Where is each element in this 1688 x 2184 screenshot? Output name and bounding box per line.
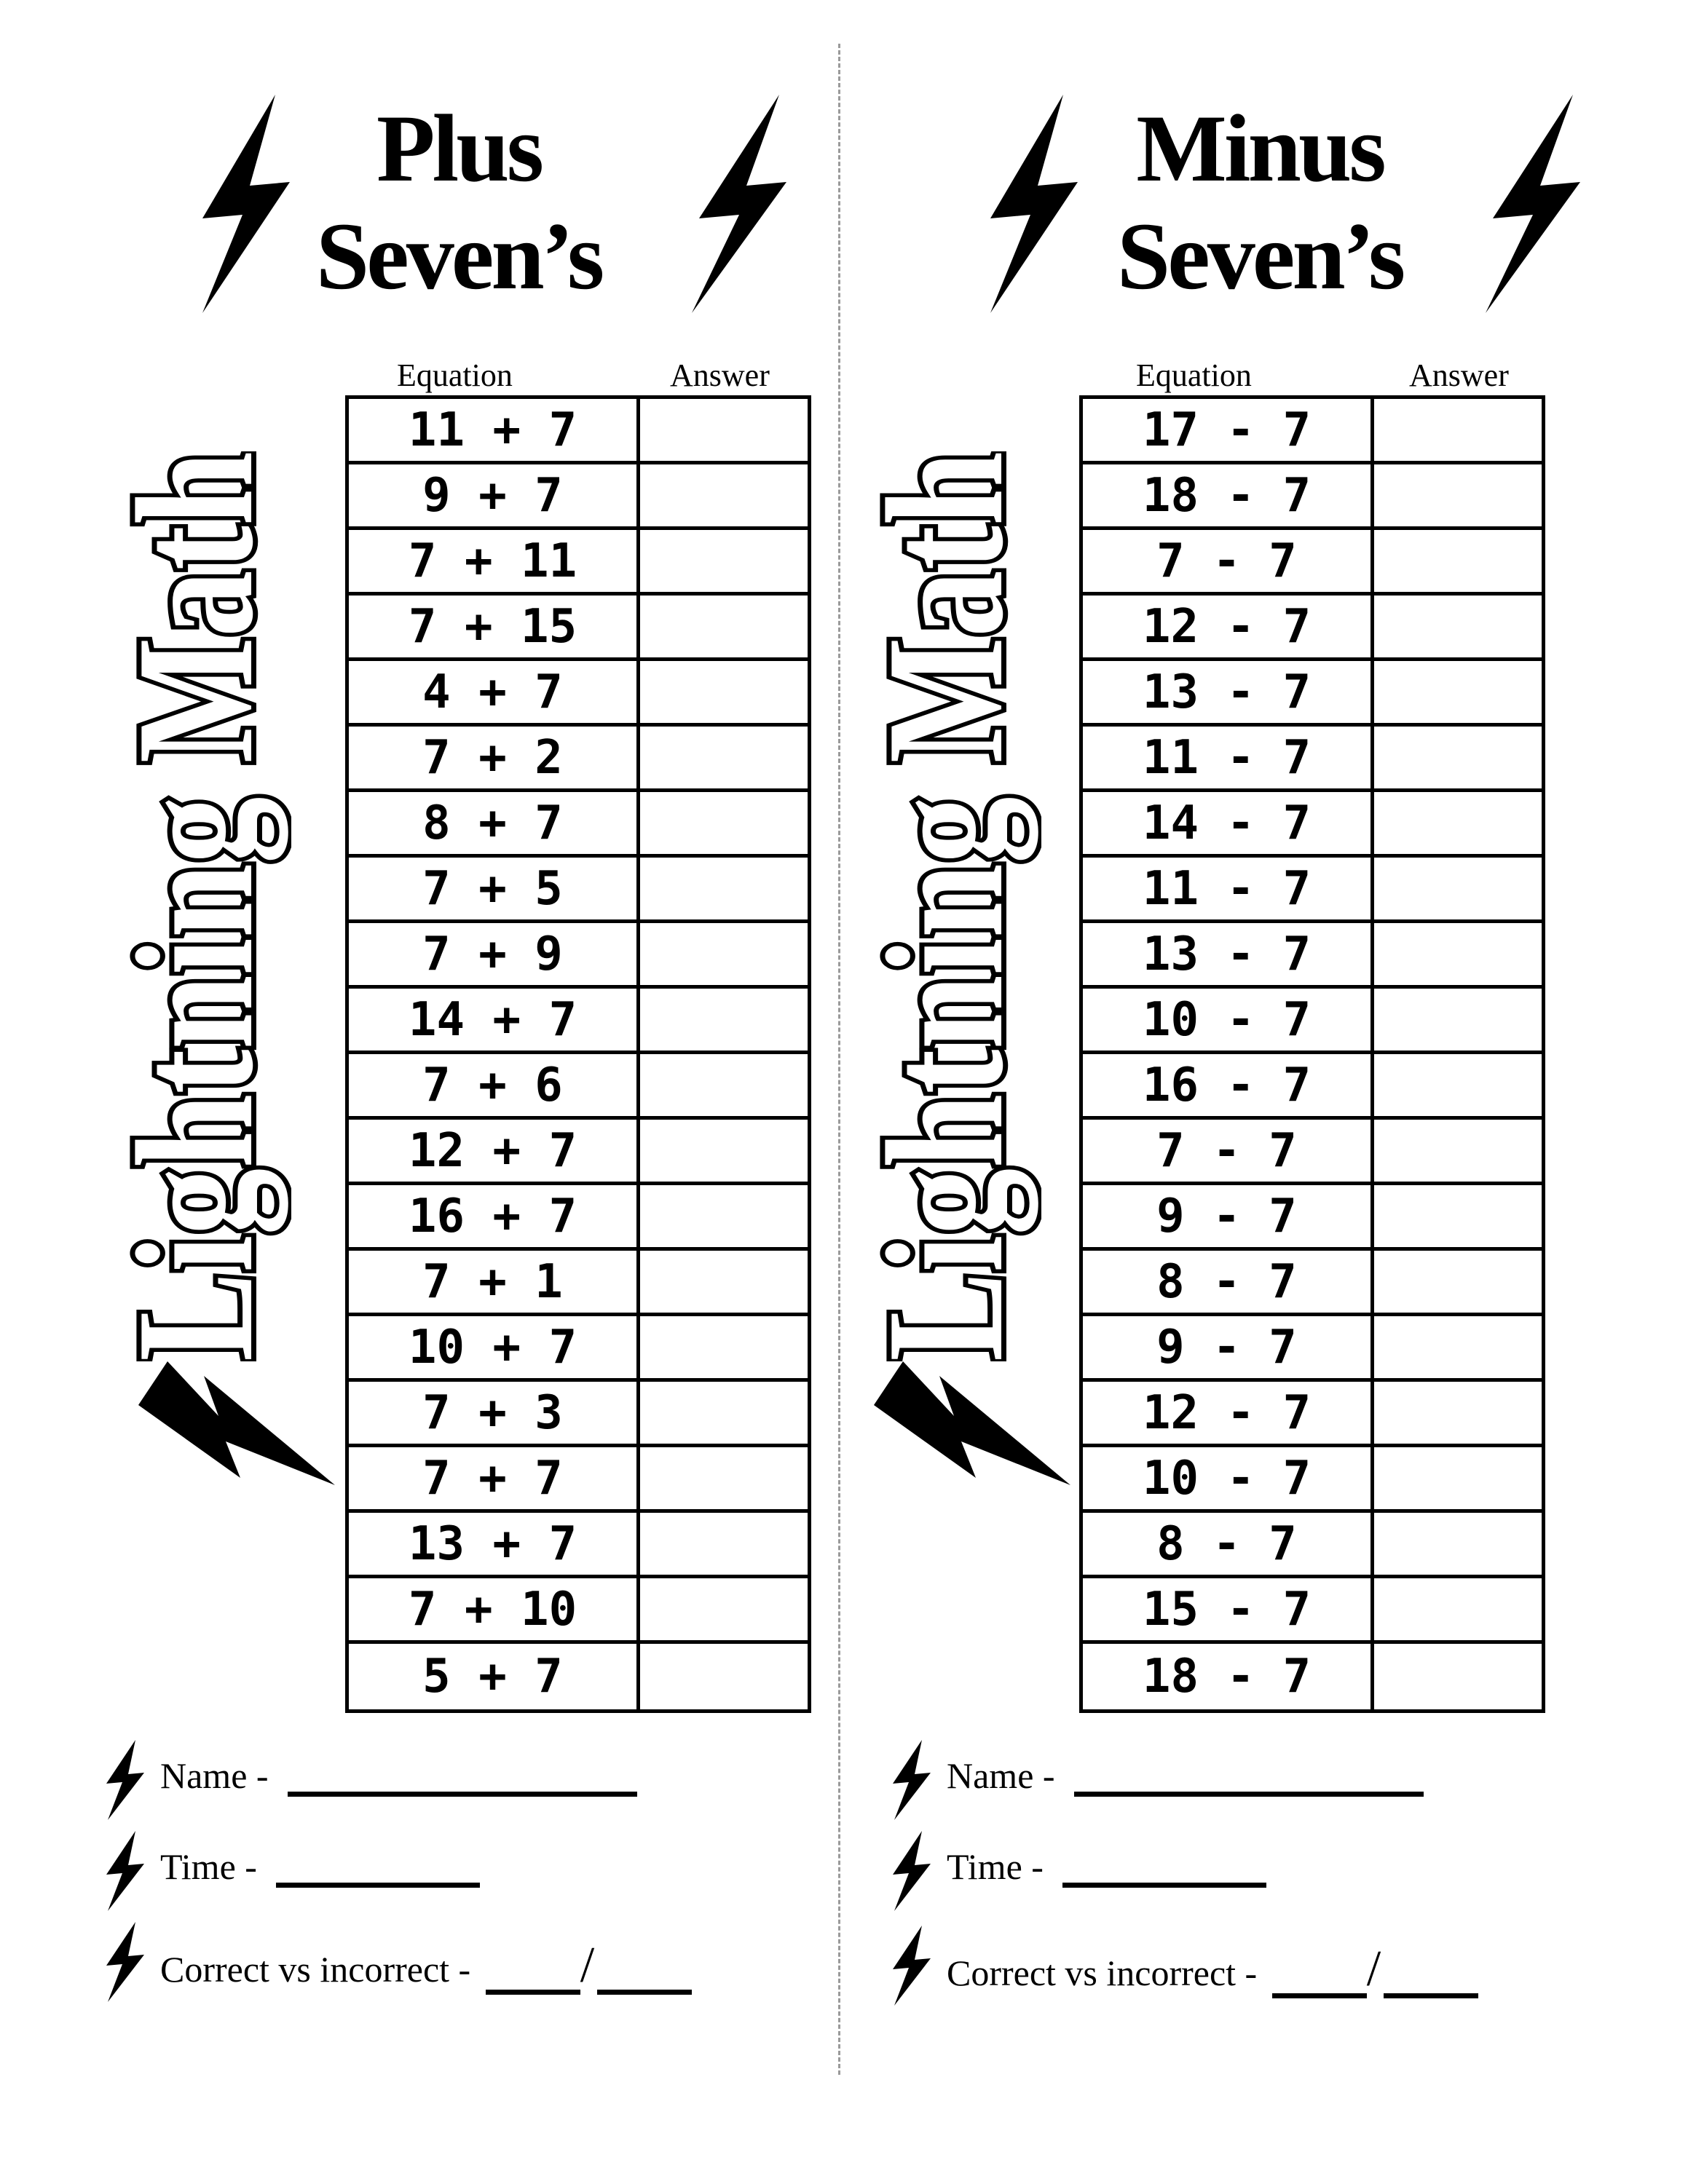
answer-cell[interactable] <box>1374 464 1542 526</box>
name-label: Name - <box>160 1755 269 1796</box>
equation-cell: 9 + 7 <box>349 464 640 526</box>
equation-column-header: Equation <box>397 357 513 393</box>
score-line <box>947 1940 1478 1998</box>
equation-cell: 7 + 6 <box>349 1054 640 1116</box>
equation-cell: 7 + 1 <box>349 1251 640 1313</box>
table-row <box>349 858 808 923</box>
answer-cell[interactable] <box>640 1120 808 1182</box>
table-row <box>1083 727 1542 792</box>
equation-cell: 12 - 7 <box>1083 596 1374 657</box>
answer-cell[interactable] <box>640 1578 808 1640</box>
table-row <box>349 1644 808 1709</box>
lightning-bolt-icon <box>99 1740 150 1820</box>
table-row <box>1083 1513 1542 1578</box>
answer-cell[interactable] <box>640 1251 808 1313</box>
equation-cell: 7 - 7 <box>1083 1120 1374 1182</box>
lightning-bolt-icon <box>976 95 1085 313</box>
time-field[interactable] <box>1062 1883 1266 1888</box>
table-row <box>1083 530 1542 596</box>
equation-cell: 18 - 7 <box>1083 464 1374 526</box>
answer-cell[interactable] <box>640 858 808 919</box>
answer-cell[interactable] <box>1374 727 1542 788</box>
time-line <box>947 1845 1266 1888</box>
table-row <box>1083 858 1542 923</box>
answer-cell[interactable] <box>640 464 808 526</box>
time-field[interactable] <box>276 1883 480 1888</box>
equation-cell: 5 + 7 <box>349 1644 640 1709</box>
table-row <box>1083 464 1542 530</box>
table-row <box>349 1513 808 1578</box>
table-row <box>349 596 808 661</box>
table-row <box>1083 1578 1542 1644</box>
table-row <box>1083 1644 1542 1709</box>
table-row <box>349 530 808 596</box>
equation-cell: 12 - 7 <box>1083 1382 1374 1444</box>
equation-cell: 14 + 7 <box>349 989 640 1051</box>
answer-cell[interactable] <box>1374 1120 1542 1182</box>
equation-cell: 10 - 7 <box>1083 1447 1374 1509</box>
score-slash: / <box>580 1937 595 1993</box>
equation-cell: 16 + 7 <box>349 1185 640 1247</box>
table-row <box>1083 923 1542 989</box>
side-title <box>102 451 291 1361</box>
name-label: Name - <box>947 1755 1055 1796</box>
table-row <box>349 1578 808 1644</box>
table-row <box>349 792 808 858</box>
answer-cell[interactable] <box>640 399 808 461</box>
table-row <box>1083 1185 1542 1251</box>
answer-cell[interactable] <box>640 1054 808 1116</box>
answer-cell[interactable] <box>640 1513 808 1575</box>
page-divider <box>838 44 840 2075</box>
equation-cell: 9 - 7 <box>1083 1185 1374 1247</box>
incorrect-field[interactable] <box>1384 1993 1478 1998</box>
lightning-bolt-icon <box>886 1926 936 2006</box>
table-row <box>349 923 808 989</box>
correct-field[interactable] <box>1272 1993 1367 1998</box>
lightning-bolt-icon <box>138 1361 335 1485</box>
table-row <box>349 661 808 727</box>
equation-cell: 7 + 3 <box>349 1382 640 1444</box>
equation-cell: 11 + 7 <box>349 399 640 461</box>
answer-cell[interactable] <box>1374 792 1542 854</box>
answer-cell[interactable] <box>1374 923 1542 985</box>
equation-table <box>345 395 811 1713</box>
equation-cell: 16 - 7 <box>1083 1054 1374 1116</box>
equation-cell: 8 + 7 <box>349 792 640 854</box>
side-title-text: Lightning Math <box>102 451 288 1361</box>
table-row <box>349 1316 808 1382</box>
equation-cell: 13 - 7 <box>1083 923 1374 985</box>
title-line-2: Seven’s <box>1116 202 1403 309</box>
name-line <box>160 1754 637 1797</box>
minus-sevens-sheet <box>852 0 1688 2184</box>
answer-cell[interactable] <box>640 792 808 854</box>
lightning-bolt-icon <box>99 1922 150 2002</box>
answer-column-header: Answer <box>670 357 770 393</box>
equation-table <box>1079 395 1545 1713</box>
time-label: Time - <box>160 1846 257 1887</box>
equation-cell: 13 + 7 <box>349 1513 640 1575</box>
table-row <box>349 1447 808 1513</box>
equation-cell: 9 - 7 <box>1083 1316 1374 1378</box>
answer-cell[interactable] <box>1374 1054 1542 1116</box>
plus-sevens-sheet <box>0 0 837 2184</box>
answer-cell[interactable] <box>640 1447 808 1509</box>
lightning-bolt-icon <box>886 1740 936 1820</box>
table-row <box>349 464 808 530</box>
equation-cell: 14 - 7 <box>1083 792 1374 854</box>
name-field[interactable] <box>1074 1792 1424 1797</box>
side-title <box>852 451 1041 1361</box>
equation-cell: 4 + 7 <box>349 661 640 723</box>
answer-cell[interactable] <box>1374 858 1542 919</box>
table-row <box>1083 1120 1542 1185</box>
table-row <box>349 1054 808 1120</box>
equation-cell: 10 + 7 <box>349 1316 640 1378</box>
table-row <box>349 727 808 792</box>
name-line <box>947 1754 1424 1797</box>
equation-cell: 11 - 7 <box>1083 727 1374 788</box>
equation-cell: 18 - 7 <box>1083 1644 1374 1709</box>
time-line <box>160 1845 480 1888</box>
side-title-text: Lightning Math <box>852 451 1038 1361</box>
title-line-1: Minus <box>1136 95 1384 202</box>
sheet-title <box>291 95 626 310</box>
equation-cell: 8 - 7 <box>1083 1251 1374 1313</box>
equation-cell: 11 - 7 <box>1083 858 1374 919</box>
equation-cell: 7 + 15 <box>349 596 640 657</box>
table-row <box>1083 1251 1542 1316</box>
answer-cell[interactable] <box>1374 596 1542 657</box>
equation-cell: 8 - 7 <box>1083 1513 1374 1575</box>
answer-cell[interactable] <box>640 1644 808 1709</box>
answer-cell[interactable] <box>1374 1447 1542 1509</box>
lightning-bolt-icon <box>1471 95 1588 313</box>
table-row <box>1083 1447 1542 1513</box>
equation-cell: 7 + 7 <box>349 1447 640 1509</box>
equation-cell: 7 + 10 <box>349 1578 640 1640</box>
name-field[interactable] <box>288 1792 637 1797</box>
score-slash: / <box>1366 1941 1381 1997</box>
sheet-title <box>1092 95 1427 310</box>
answer-cell[interactable] <box>1374 989 1542 1051</box>
table-row <box>349 1120 808 1185</box>
lightning-bolt-icon <box>99 1831 150 1911</box>
table-row <box>1083 989 1542 1054</box>
equation-cell: 7 - 7 <box>1083 530 1374 592</box>
answer-column-header: Answer <box>1409 357 1509 393</box>
equation-cell: 15 - 7 <box>1083 1578 1374 1640</box>
answer-cell[interactable] <box>1374 1644 1542 1709</box>
table-row <box>349 1382 808 1447</box>
table-row <box>1083 661 1542 727</box>
answer-cell[interactable] <box>640 1382 808 1444</box>
table-row <box>1083 399 1542 464</box>
answer-cell[interactable] <box>1374 530 1542 592</box>
answer-cell[interactable] <box>1374 1251 1542 1313</box>
equation-cell: 12 + 7 <box>349 1120 640 1182</box>
table-row <box>349 989 808 1054</box>
answer-cell[interactable] <box>1374 399 1542 461</box>
equation-cell: 17 - 7 <box>1083 399 1374 461</box>
correct-label: Correct vs incorrect - <box>947 1952 1258 1993</box>
incorrect-field[interactable] <box>597 1990 692 1995</box>
equation-cell: 7 + 5 <box>349 858 640 919</box>
lightning-bolt-icon <box>886 1831 936 1911</box>
time-label: Time - <box>947 1846 1044 1887</box>
table-row <box>349 1185 808 1251</box>
title-line-1: Plus <box>376 95 542 202</box>
table-row <box>1083 1382 1542 1447</box>
correct-field[interactable] <box>486 1990 580 1995</box>
table-row <box>1083 792 1542 858</box>
title-line-2: Seven’s <box>315 202 602 309</box>
table-row <box>1083 596 1542 661</box>
answer-cell[interactable] <box>1374 1316 1542 1378</box>
answer-cell[interactable] <box>1374 1382 1542 1444</box>
equation-cell: 13 - 7 <box>1083 661 1374 723</box>
answer-cell[interactable] <box>640 661 808 723</box>
answer-cell[interactable] <box>640 1316 808 1378</box>
lightning-bolt-icon <box>874 1361 1070 1485</box>
answer-cell[interactable] <box>640 727 808 788</box>
equation-cell: 7 + 9 <box>349 923 640 985</box>
equation-cell: 7 + 11 <box>349 530 640 592</box>
table-row <box>349 1251 808 1316</box>
answer-cell[interactable] <box>640 1185 808 1247</box>
answer-cell[interactable] <box>640 923 808 985</box>
answer-cell[interactable] <box>640 530 808 592</box>
lightning-bolt-icon <box>677 95 794 313</box>
answer-cell[interactable] <box>1374 1513 1542 1575</box>
equation-cell: 10 - 7 <box>1083 989 1374 1051</box>
score-line <box>160 1936 692 1995</box>
table-row <box>349 399 808 464</box>
answer-cell[interactable] <box>1374 1185 1542 1247</box>
answer-cell[interactable] <box>1374 661 1542 723</box>
answer-cell[interactable] <box>1374 1578 1542 1640</box>
correct-label: Correct vs incorrect - <box>160 1949 471 1990</box>
answer-cell[interactable] <box>640 989 808 1051</box>
answer-cell[interactable] <box>640 596 808 657</box>
table-row <box>1083 1316 1542 1382</box>
equation-column-header: Equation <box>1136 357 1252 393</box>
table-row <box>1083 1054 1542 1120</box>
equation-cell: 7 + 2 <box>349 727 640 788</box>
lightning-bolt-icon <box>188 95 297 313</box>
